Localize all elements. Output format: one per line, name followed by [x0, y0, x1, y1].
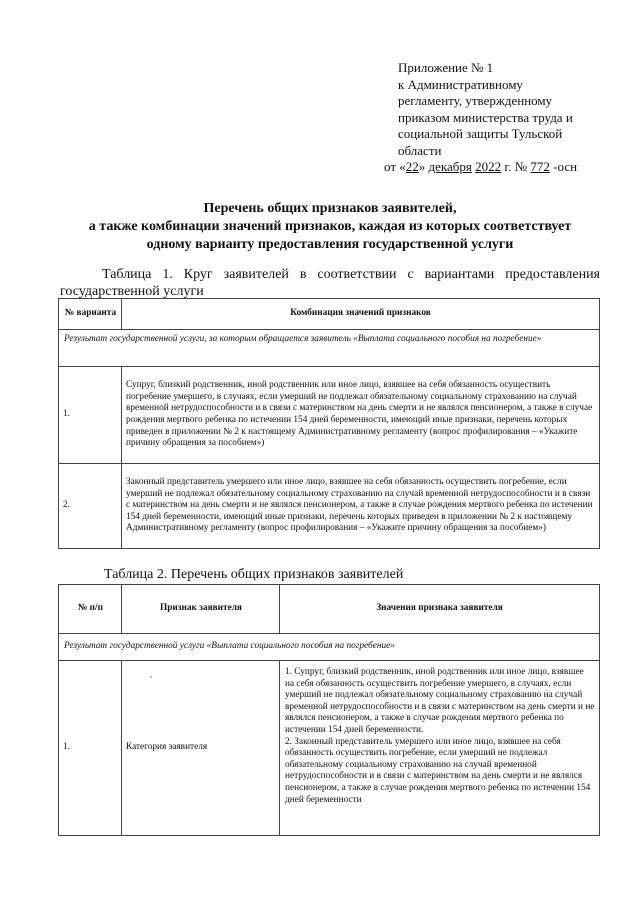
appendix-line: приказом министерства труда и	[398, 109, 573, 125]
order-year: 2022	[475, 159, 502, 174]
table2-caption: Таблица 2. Перечень общих признаков заявителей	[104, 567, 404, 582]
value-item: 2. Законный представитель умершего или иное лицо, взявшее на себя обязанность осуществить погребение, если умерший не подлежал обязательному социальному страхованию на случай временной нетрудоспособности и в связи с материнством на день смерти и не являлся пенсионером, а также в случае рождения мертвого ребенка по истечении 154 дней беременности	[285, 736, 591, 805]
table-row	[59, 464, 600, 549]
table1-row-text: Супруг, близкий родственник, иной родственник или иное лицо, взявшее на себя обязанность осуществить погребение умершего, в случаях, если умерший не подлежал обязательному социальному страхованию на случай временной нетрудоспособности и в связи с материнством на день смерти и не являлся пенсионером, а также в случае рождения мертвого ребенка по истечении 154 дней беременности, имеющий иные признаки, перечень которых приведен в приложении № 2 к настоящему Административному регламенту (вопрос профилирования – «Укажите причину обращения за пособием»)	[122, 367, 600, 464]
order-date-number: от «22» декабря 2022 г. № 772 -осн	[384, 159, 578, 174]
table1-header-num: № варианта	[59, 299, 122, 330]
appendix-line: регламенту, утвержденному	[398, 93, 553, 108]
table2-header-values: Значения признака заявителя	[280, 585, 600, 634]
order-day: 22	[405, 159, 419, 174]
order-number: 772	[530, 159, 550, 174]
appendix-line: Приложение № 1	[398, 60, 494, 75]
appendix-line: к Административному	[398, 76, 523, 92]
order-month: декабря	[428, 159, 472, 174]
table1-row-num: 2.	[59, 464, 122, 549]
table1-result-row: Результат государственной услуги, за которым обращается заявитель «Выплата социального пособия на погребение»	[59, 330, 600, 367]
value-item: 1. Супруг, близкий родственник, иной родственник или иное лицо, взявшее на себя обязанность осуществить погребение умершего, в случаях, если умерший не подлежал обязательному социальному страхованию на случай временной нетрудоспособности и в связи с материнством на день смерти и не являлся пенсионером, а также в случае рождения мертвого ребенка по истечении 154 дней беременности.	[285, 667, 595, 735]
table1-applicants	[58, 298, 600, 549]
table1-row-text: Законный представитель умершего или иное лицо, взявшее на себя обязанность осуществить погребение, если умерший не подлежал обязательному социальному страхованию на случай временной нетрудоспособности и в связи с материнством на день смерти и не являлся пенсионером, а также в случае рождения мертвого ребенка по истечении 154 дней беременности, имеющий иные признаки, перечень которых приведен в приложении № 2 к настоящему Административному регламенту (вопрос профилирования – «Укажите причину обращения за пособием»)	[122, 464, 600, 549]
table1-header-combo: Комбинация значений признаков	[122, 299, 600, 330]
document-title: Перечень общих признаков заявителей, а также комбинации значений признаков, каждая из которых соответствует одному варианту предоставления государственной услуги	[88, 201, 572, 252]
table1-row-num: 1.	[59, 367, 122, 464]
table2-header-sign: Признак заявителя	[122, 585, 280, 634]
table2-row-sign: Категория заявителя	[122, 661, 280, 836]
table-row	[59, 661, 600, 836]
table1-caption: Таблица 1. Круг заявителей в соответствии с вариантами предоставления государственной услуги	[60, 267, 600, 299]
appendix-line: социальной защиты Тульской	[398, 126, 563, 141]
table2-row-values	[280, 661, 600, 836]
table2-row-num: 1.	[59, 661, 122, 836]
scan-speck	[150, 676, 152, 678]
table2-signs	[58, 584, 600, 836]
table2-header-num: № п/п	[59, 585, 122, 634]
appendix-block	[384, 60, 618, 176]
appendix-line: области	[398, 142, 442, 158]
table-row	[59, 367, 600, 464]
table2-result-row: Результат государственной услуги «Выплата социального пособия на погребение»	[59, 634, 600, 661]
